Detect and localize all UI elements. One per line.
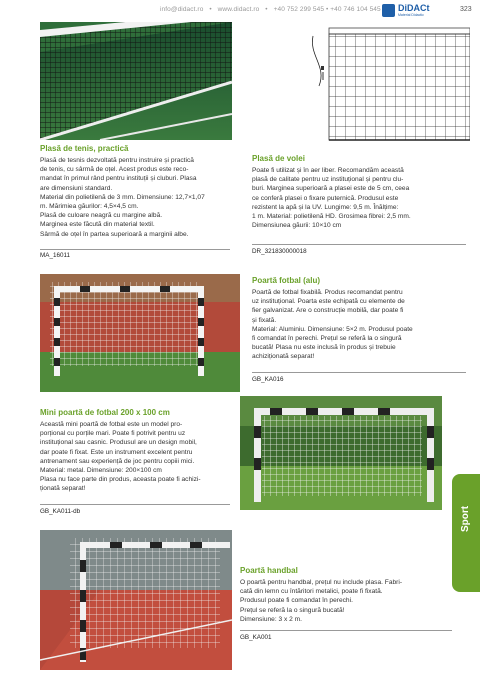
section-tab-label: Sport bbox=[460, 505, 471, 532]
page-number: 323 bbox=[460, 6, 472, 13]
description-line: plasă de calitate pentru uz instituțional și pentru clu- bbox=[252, 176, 404, 184]
description-line: porțional cu porțile mari. Poate fi potrivit pentru uz bbox=[40, 430, 186, 438]
handball-goal-photo bbox=[40, 530, 232, 670]
description-line: buri. Marginea superioară a plasei este de 5 cm, ceea bbox=[252, 185, 410, 193]
product-title: Poartă fotbal (alu) bbox=[252, 276, 321, 285]
description-line: Sârmă de oțel în partea superioară a marginii albe. bbox=[40, 230, 189, 238]
description-line: și fixată. bbox=[252, 316, 277, 324]
description-line: instituțional sau casnic. Produsul are un design mobil, bbox=[40, 439, 197, 447]
brand-subtitle: Material Didactic bbox=[398, 13, 424, 17]
product-title: Mini poartă de fotbal 200 x 100 cm bbox=[40, 408, 170, 417]
description-line: Plasa nu face parte din produs, aceasta poate fi achizi- bbox=[40, 476, 201, 484]
description-line: O poartă pentru handbal, prețul nu include plasa. Fabri- bbox=[240, 579, 403, 586]
description-line: fi comandat în perechi. Prețul se referă la o singură bbox=[252, 335, 402, 343]
description-line: Poate fi utilizat și în aer liber. Recomandăm această bbox=[252, 167, 404, 174]
description-line: ce conferă plasei o fixare puternică. Produsul este bbox=[252, 194, 399, 202]
description-line: Dimensiunea găurii: 10×10 cm bbox=[252, 222, 342, 230]
product-code: GB_KA001 bbox=[240, 634, 272, 641]
product-code: GB_KA016 bbox=[252, 376, 284, 383]
description-line: Această mini poartă de fotbal este un model pro- bbox=[40, 421, 183, 428]
product-description bbox=[252, 288, 467, 362]
description-line: Material: metal. Dimensiune: 200×100 cm bbox=[40, 467, 162, 475]
product-description bbox=[252, 166, 467, 230]
description-line: Plasă de tesnis dezvoltată pentru instruire și practică bbox=[40, 157, 194, 164]
description-line: Plasă de culoare neagră cu margine albă. bbox=[40, 212, 163, 220]
product-description bbox=[40, 156, 240, 239]
description-line: mandat în primul rând pentru instituții și cluburi. Plasa bbox=[40, 175, 197, 183]
header-separator: • bbox=[265, 6, 268, 13]
description-line: Dimensiune: 3 x 2 m. bbox=[240, 615, 302, 623]
description-line: are dimensiuni standard. bbox=[40, 184, 113, 192]
description-line: dar poate fi fixat. Este un instrument excelent pentru bbox=[40, 448, 193, 456]
mini-football-goal-photo bbox=[240, 396, 442, 510]
logo-icon bbox=[382, 4, 395, 17]
product-description bbox=[240, 578, 455, 624]
description-line: uz instituțional. Poarta este echipată cu elemente de bbox=[252, 298, 405, 306]
separator-line bbox=[252, 244, 466, 245]
description-line: ționată separat! bbox=[40, 485, 86, 493]
description-line: Marginea este făcută din material textil. bbox=[40, 221, 155, 229]
header-website[interactable]: www.didact.ro bbox=[217, 6, 260, 13]
header-separator: • bbox=[209, 6, 212, 13]
product-title: Plasă de volei bbox=[252, 154, 305, 163]
description-line: de tenis, cu sârmă de oțel. Acest produs este reco- bbox=[40, 166, 189, 174]
description-line: Material din polietilenă de 3 mm. Dimensiune: 12,7×1,07 bbox=[40, 193, 205, 201]
description-line: rezistent la apă și la UV. Lungime: 9,5 m. Înălțime: bbox=[252, 203, 399, 211]
description-line: antrenament sau experiență de joc pentru copiii mici. bbox=[40, 457, 195, 465]
product-title: Plasă de tenis, practică bbox=[40, 144, 129, 153]
header-phones: +40 752 299 545 • +40 746 104 545 bbox=[273, 6, 381, 13]
product-title: Poartă handbal bbox=[240, 566, 298, 575]
separator-line bbox=[40, 249, 230, 250]
brand-name: DiDACt bbox=[398, 3, 430, 13]
header-email[interactable]: info@didact.ro bbox=[160, 6, 204, 13]
football-goal-photo bbox=[40, 274, 240, 392]
description-line: cată din lemn cu întăritori metalici, poate fi fixată. bbox=[240, 588, 383, 596]
product-code: MA_16011 bbox=[40, 252, 70, 259]
separator-line bbox=[240, 630, 452, 631]
description-line: Produsul poate fi comandat în perechi. bbox=[240, 597, 353, 605]
product-description bbox=[40, 420, 240, 494]
description-line: bucată! Plasa nu este inclusă în produs și trebuie bbox=[252, 344, 396, 352]
description-line: Material: Aluminiu. Dimensiune: 5×2 m. Produsul poate bbox=[252, 325, 413, 333]
description-line: m. Mărimiea găurilor: 4,5×4,5 cm. bbox=[40, 203, 139, 211]
description-line: achiziționată separat! bbox=[252, 353, 315, 361]
product-code: DR_321830000018 bbox=[252, 248, 307, 255]
separator-line bbox=[252, 372, 466, 373]
brand-logo bbox=[382, 3, 442, 19]
description-line: Prețul se referă la o singură bucată! bbox=[240, 606, 345, 614]
description-line: fier galvanizat. Are o construcție mobilă, dar poate fi bbox=[252, 307, 404, 315]
volleyball-net-photo bbox=[305, 26, 470, 146]
section-tab-sport[interactable] bbox=[452, 474, 480, 592]
description-line: 1 m. Material: polietilenă HD. Grosimea fibrei: 2,5 mm. bbox=[252, 213, 411, 221]
page-header bbox=[160, 6, 385, 13]
description-line: Poartă de fotbal fixabilă. Produs recomandat pentru bbox=[252, 289, 403, 296]
separator-line bbox=[40, 504, 230, 505]
product-code: GB_KA011-db bbox=[40, 508, 81, 515]
tennis-net-photo bbox=[40, 22, 232, 140]
